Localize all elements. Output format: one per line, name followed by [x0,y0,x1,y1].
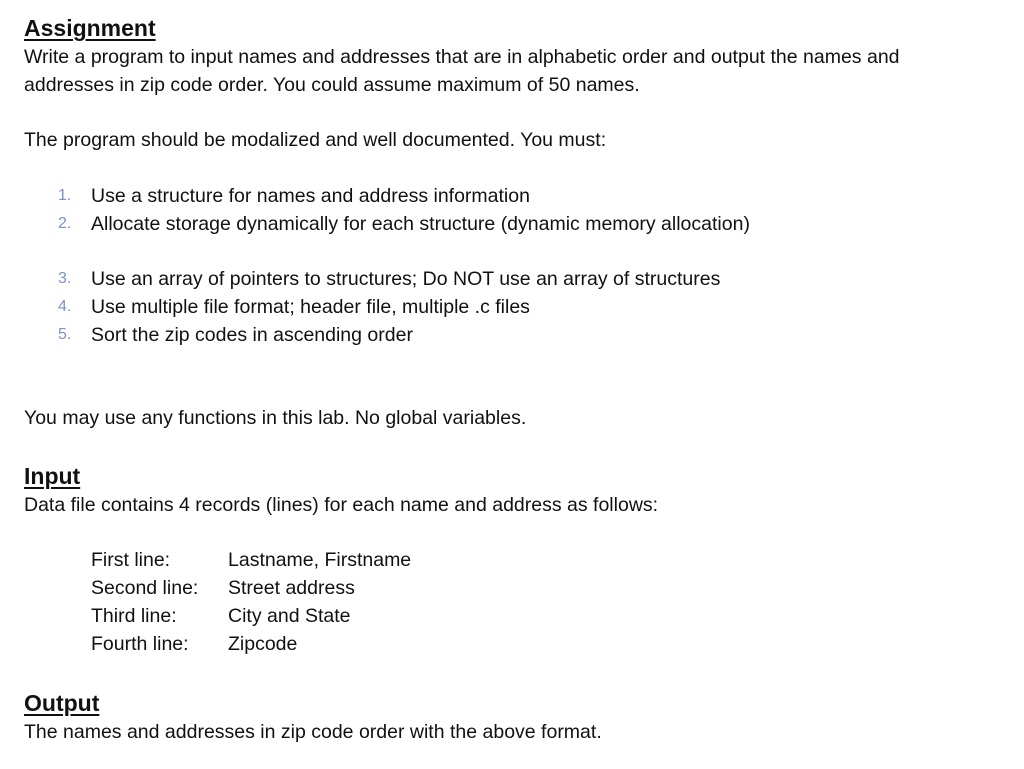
assignment-heading: Assignment [24,15,156,41]
requirements-intro: The program should be modalized and well documented. You must: [24,129,607,151]
input-format-row [91,630,691,658]
format-line-label: Third line: [91,605,177,627]
requirement-text: Allocate storage dynamically for each structure (dynamic memory allocation) [91,213,750,235]
requirement-number: 4. [58,298,72,315]
format-line-label: Second line: [91,577,199,599]
output-description: The names and addresses in zip code order with the above format. [24,721,602,743]
input-format-row [91,546,691,574]
requirement-item [24,210,984,238]
requirement-item [24,321,984,349]
assignment-description-line-1: Write a program to input names and addresses that are in alphabetic order and output the names and [24,46,900,68]
format-line-label: First line: [91,549,171,571]
requirement-number: 3. [58,270,72,287]
input-description: Data file contains 4 records (lines) for each name and address as follows: [24,494,659,516]
input-format-row [91,574,691,602]
assignment-description-line-2: addresses in zip code order. You could assume maximum of 50 names. [24,74,640,96]
requirement-text: Use multiple file format; header file, multiple .c files [91,296,530,318]
requirement-item [24,265,984,293]
input-heading: Input [24,463,81,489]
requirement-item [24,182,984,210]
requirement-text: Use a structure for names and address information [91,185,530,207]
format-line-value: Lastname, Firstname [228,549,412,571]
output-heading: Output [24,690,100,716]
format-line-value: Street address [228,577,355,599]
format-line-value: Zipcode [228,633,298,655]
functions-note: You may use any functions in this lab. No global variables. [24,407,527,429]
requirement-item [24,293,984,321]
format-line-label: Fourth line: [91,633,189,655]
requirement-text: Sort the zip codes in ascending order [91,324,413,346]
input-format-row [91,602,691,630]
requirement-text: Use an array of pointers to structures; Do NOT use an array of structures [91,268,721,290]
requirement-number: 2. [58,215,72,232]
requirement-number: 1. [58,187,72,204]
format-line-value: City and State [228,605,351,627]
requirement-number: 5. [58,326,72,343]
